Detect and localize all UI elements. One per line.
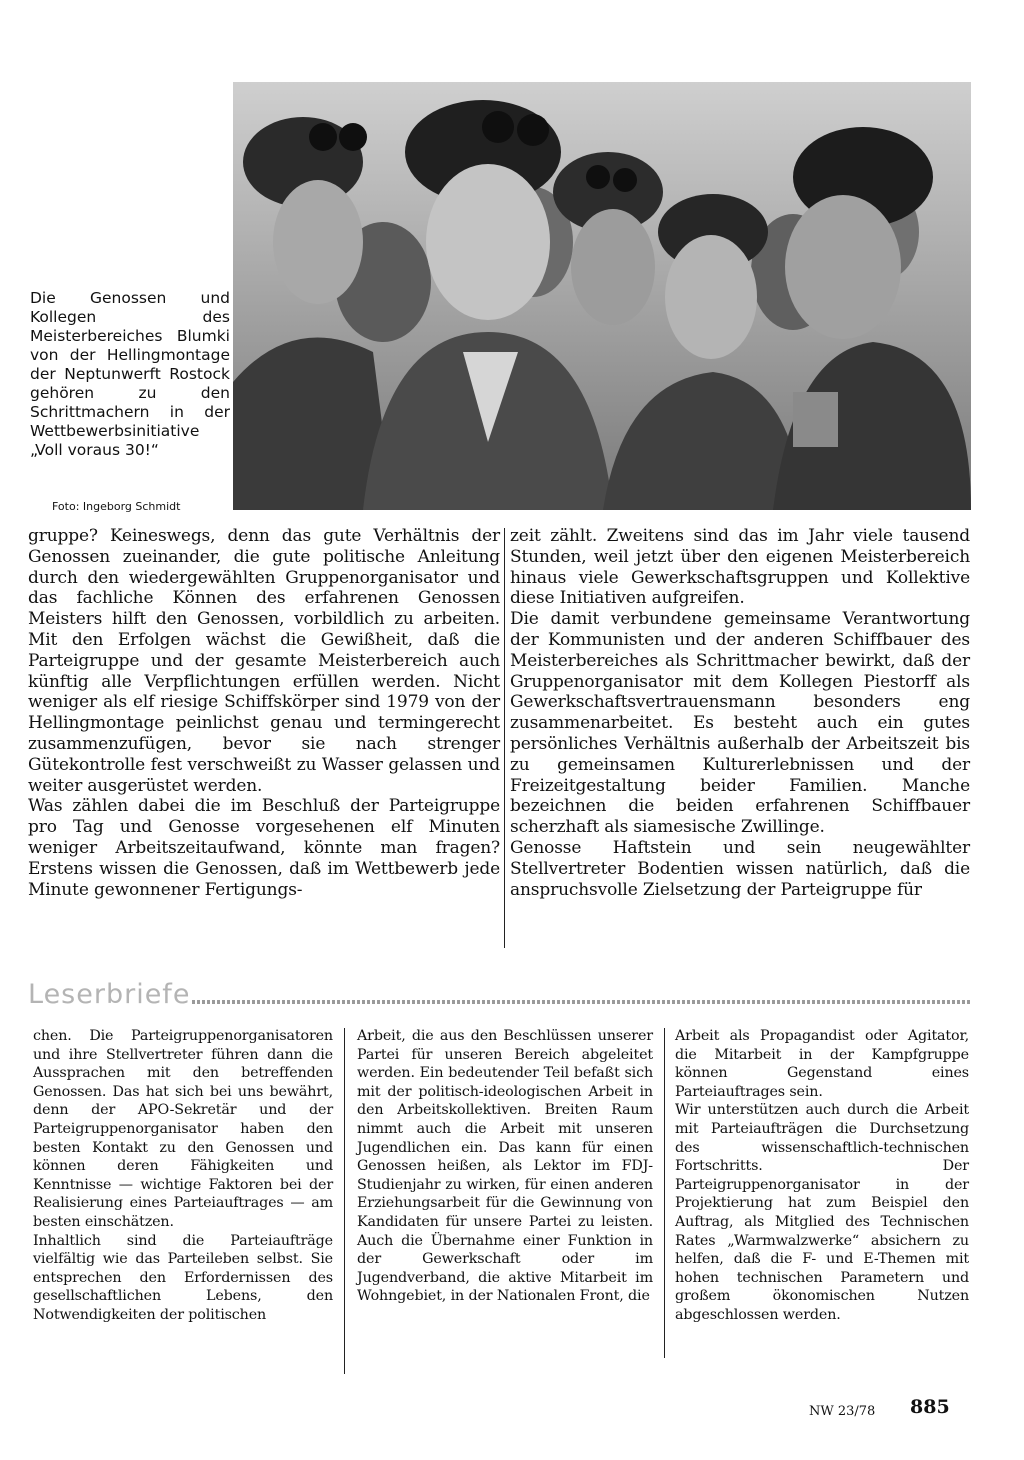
section-heading-leserbriefe: Leserbriefe — [28, 979, 191, 1010]
letters-paragraph: chen. Die Parteigruppenorganisatoren und ihre Stellvertreter führen dann die Aussprachen mit den betreffenden Genossen. Das hat sich bei uns bewährt, denn der APO-Sekretär und der Parteigruppenorganisator haben den besten Kontakt zu den Genossen und können deren Fähigkeiten und Kenntnisse — wichtige Faktoren bei der Realisierung eines Parteiauftrages — am besten einschätzen. — [33, 1028, 333, 1230]
article-column-1 — [28, 526, 500, 900]
photo-credit: Foto: Ingeborg Schmidt — [52, 500, 181, 513]
column-divider — [344, 1028, 345, 1374]
article-paragraph: Die damit verbundene gemeinsame Verantwortung der Kommunisten und der anderen Schiffbauer des Meisterbereiches als Schrittmacher bewirkt, daß der Gruppenorganisator mit dem Kollegen Piestorff als Gewerkschaftsvertrauensmann besonders eng zusammenarbeitet. Es besteht auch ein gutes persönliches Verhältnis außerhalb der Arbeitszeit bis zu gemeinsamen Kulturerlebnissen und der Freizeitgestaltung beider Familien. Manche bezeichnen die beiden erfahrenen Schiffbauer scherzhaft als siamesische Zwillinge. — [510, 609, 970, 838]
page-number: 885 — [910, 1396, 950, 1418]
letters-paragraph: Inhaltlich sind die Parteiaufträge vielfältig wie das Parteileben selbst. Sie entsprechen den Erfordernissen des gesellschaftlichen Lebens, den Notwendigkeiten der politischen — [33, 1232, 333, 1323]
letters-paragraph: Arbeit als Propagandist oder Agitator, die Mitarbeit in der Kampfgruppe können Gegenstand eines Parteiauftrages sein. — [675, 1028, 969, 1100]
photo-miners — [233, 82, 971, 510]
column-divider — [504, 528, 505, 948]
letters-paragraph: Wir unterstützen auch durch die Arbeit mit Parteiaufträgen die Durchsetzung des wissenschaftlich-technischen Fortschritts. Der Parteigruppenorganisator in der Projektierung hat zum Beispiel den Auftrag, als Mitglied des Technischen Rates „Warmwalzwerke“ absichern zu helfen, daß die F- und E-Themen mit hohen technischen Parametern und großem ökonomischen Nutzen abgeschlossen werden. — [675, 1102, 969, 1323]
column-divider — [664, 1028, 665, 1358]
article-paragraph: Genosse Haftstein und sein neugewählter Stellvertreter Bodentien wissen natürlich, daß die anspruchsvolle Zielsetzung der Parteigruppe für — [510, 837, 970, 900]
article-paragraph: zeit zählt. Zweitens sind das im Jahr viele tausend Stunden, weil jetzt über den eigenen Meisterbereich hinaus viele Gewerkschaftsgruppen und Kollektive diese Initiativen aufgreifen. — [510, 526, 970, 609]
article-paragraph: Was zählen dabei die im Beschluß der Parteigruppe pro Tag und Genosse vorgesehenen elf Minuten weniger Arbeitszeitaufwand, könnte man fragen? Erstens wissen die Genossen, daß im Wettbewerb jede Minute gewonnener Fertigungs- — [28, 796, 500, 900]
section-rule — [192, 1000, 972, 1004]
letters-column-1 — [33, 1027, 333, 1325]
article-paragraph: gruppe? Keineswegs, denn das gute Verhältnis der Genossen zueinander, die gute politische Anleitung durch den wiedergewählten Gruppenorganisator und das fachliche Können des erfahrenen Genossen Meisters hilft den Genossen, vorbildlich zu arbeiten. Mit den Erfolgen wächst die Gewißheit, daß die Parteigruppe und der gesamte Meisterbereich auch künftig alle Verpflichtungen erfüllen werden. Nicht weniger als elf riesige Schiffskörper sind 1979 von der Hellingmontage peinlichst genau und termingerecht zusammenzufügen, bevor sie nach strenger Gütekontrolle fest verschweißt zu Wasser gelassen und weiter ausgerüstet werden. — [28, 526, 500, 796]
letters-paragraph: Arbeit, die aus den Beschlüssen unserer Partei für unseren Bereich abgeleitet werden. Ein bedeutender Teil befaßt sich mit der politisch-ideologischen Arbeit in den Arbeitskollektiven. Breiten Raum nimmt auch die Arbeit mit unseren Jugendlichen ein. Das kann für einen Genossen heißen, als Lektor im FDJ-Studienjahr zu wirken, für einen anderen Erziehungsarbeit für die Gewinnung von Kandidaten für unsere Partei zu leisten. Auch die Übernahme einer Funktion in der Gewerkschaft oder im Jugendverband, die aktive Mitarbeit im Wohngebiet, in der Nationalen Front, die — [357, 1028, 653, 1305]
issue-number: NW 23/78 — [809, 1404, 876, 1419]
letters-column-3 — [675, 1027, 969, 1325]
photo-caption: Die Genossen und Kollegen des Meisterbereiches Blumki von der Hellingmontage der Neptunwerft Rostock gehören zu den Schrittmachern in der Wettbewerbsinitiative „Voll voraus 30!“ — [30, 289, 230, 459]
photo-illustration — [233, 82, 971, 510]
article-column-2 — [510, 526, 970, 900]
letters-column-2 — [357, 1027, 653, 1306]
